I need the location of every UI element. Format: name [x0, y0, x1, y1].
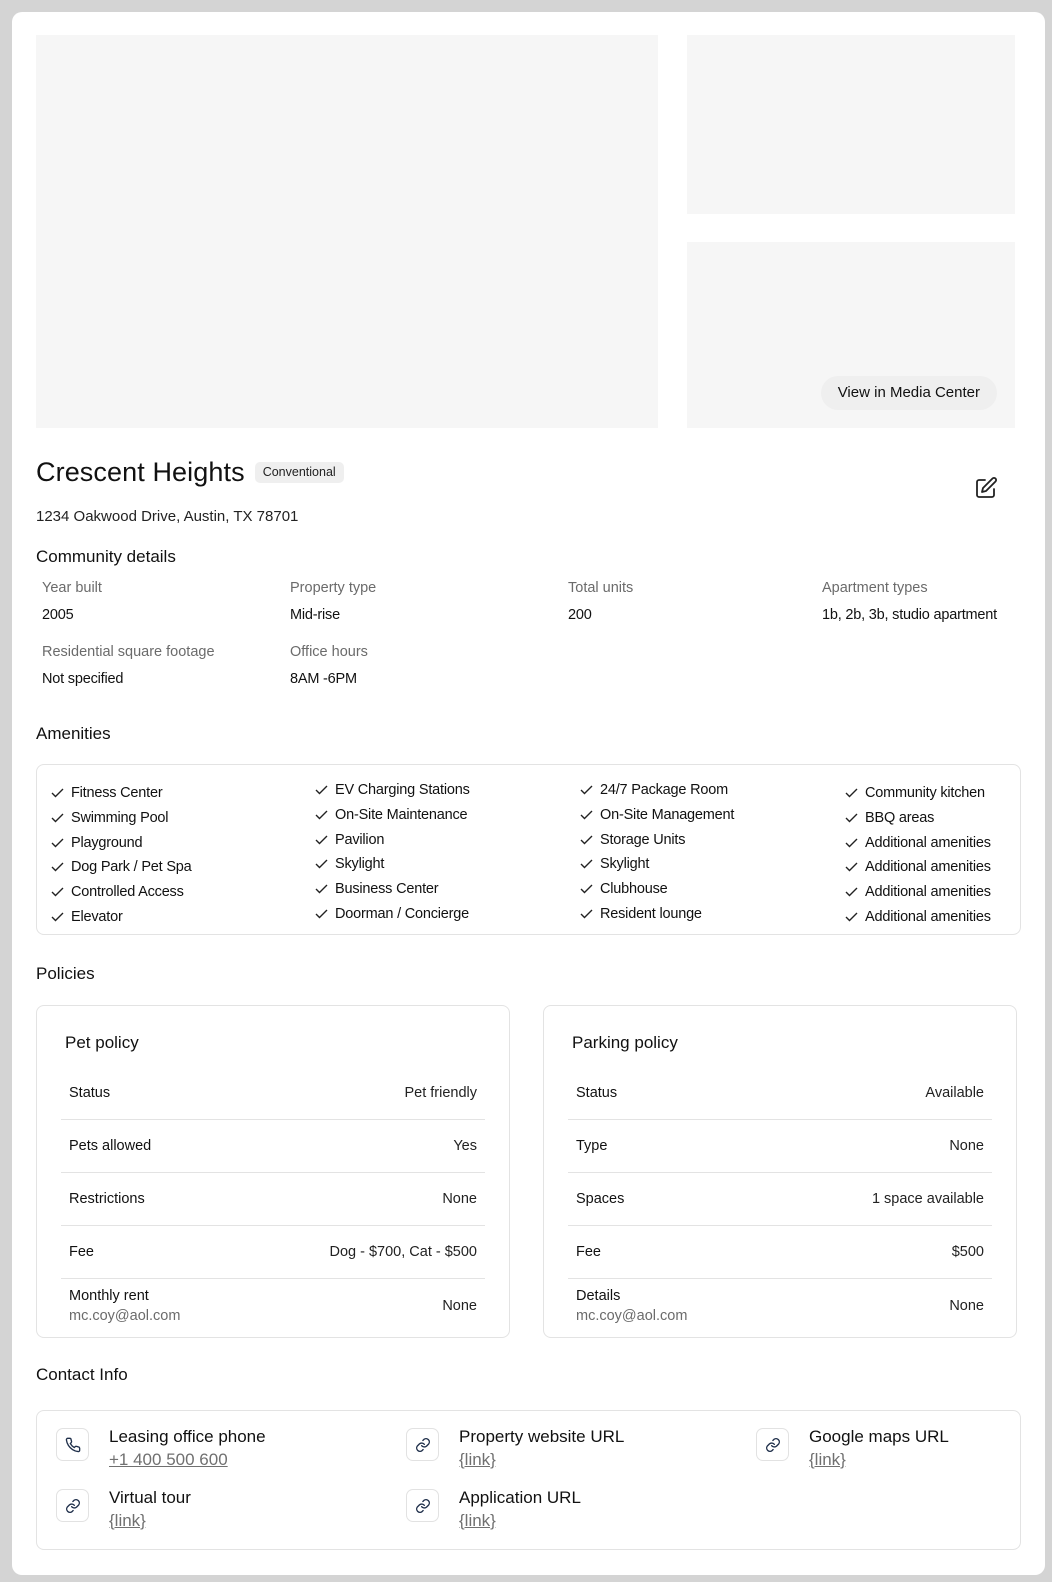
application-url-link[interactable]: {link}	[459, 1511, 496, 1530]
detail-value: 200	[568, 607, 592, 623]
amenities-column-3	[580, 778, 734, 926]
detail-label: Year built	[42, 580, 102, 596]
check-icon	[315, 810, 328, 820]
community-details-title: Community details	[36, 547, 176, 566]
google-maps-link[interactable]: {link}	[809, 1450, 846, 1469]
amenities-column-2	[315, 778, 470, 926]
check-icon	[51, 788, 64, 798]
contact-item-virtual-tour	[56, 1488, 191, 1531]
check-icon	[580, 884, 593, 894]
link-icon	[65, 1498, 81, 1514]
check-icon	[315, 785, 328, 795]
detail-value: 2005	[42, 607, 74, 623]
detail-square-footage	[42, 644, 215, 687]
detail-apartment-types	[822, 580, 997, 623]
tertiary-photo[interactable]	[687, 242, 1015, 428]
check-icon	[315, 835, 328, 845]
edit-button[interactable]	[972, 474, 1000, 502]
edit-icon	[974, 476, 998, 500]
amenity-item: Additional amenities	[845, 904, 991, 929]
amenity-item: BBQ areas	[845, 806, 991, 831]
detail-label: Apartment types	[822, 580, 928, 596]
detail-total-units	[568, 580, 633, 623]
policy-row: Fee $500	[568, 1226, 992, 1279]
amenity-item: Swimming Pool	[51, 806, 192, 831]
amenity-item: Clubhouse	[580, 877, 734, 902]
amenity-item: Controlled Access	[51, 880, 192, 905]
check-icon	[315, 884, 328, 894]
check-icon	[51, 813, 64, 823]
detail-value: 8AM -6PM	[290, 671, 357, 687]
property-card	[12, 12, 1045, 1575]
amenity-item: Fitness Center	[51, 781, 192, 806]
policy-row: Monthly rent mc.coy@aol.com None	[69, 1287, 477, 1324]
contact-title: Application URL	[459, 1488, 581, 1507]
policy-row: Spaces 1 space available	[568, 1173, 992, 1226]
check-icon	[845, 887, 858, 897]
amenity-item: On-Site Maintenance	[315, 803, 470, 828]
amenity-item: Additional amenities	[845, 830, 991, 855]
detail-year-built	[42, 580, 102, 623]
property-address: 1234 Oakwood Drive, Austin, TX 78701	[36, 508, 299, 525]
check-icon	[845, 813, 858, 823]
contact-title: Leasing office phone	[109, 1427, 266, 1446]
link-icon-box[interactable]	[406, 1428, 439, 1461]
pet-policy-card	[36, 1005, 510, 1338]
secondary-photo[interactable]	[687, 35, 1015, 214]
check-icon	[580, 909, 593, 919]
detail-value: Mid-rise	[290, 607, 340, 623]
amenity-item: Skylight	[315, 852, 470, 877]
policies-title: Policies	[36, 964, 95, 983]
policy-row: Pets allowed Yes	[61, 1120, 485, 1173]
amenity-item: Skylight	[580, 852, 734, 877]
property-badge: Conventional	[255, 462, 344, 483]
title-row	[36, 457, 344, 488]
detail-label: Office hours	[290, 644, 368, 660]
leasing-phone-link[interactable]: +1 400 500 600	[109, 1450, 228, 1469]
check-icon	[315, 909, 328, 919]
detail-label: Property type	[290, 580, 377, 596]
view-media-center-button[interactable]: View in Media Center	[821, 376, 997, 410]
policy-row: Fee Dog - $700, Cat - $500	[61, 1226, 485, 1279]
check-icon	[315, 859, 328, 869]
amenities-column-1	[51, 781, 192, 929]
policy-row: Status Available	[568, 1067, 992, 1120]
contact-title: Property website URL	[459, 1427, 625, 1446]
contact-title: Google maps URL	[809, 1427, 949, 1446]
amenities-title: Amenities	[36, 724, 111, 743]
amenity-item: On-Site Management	[580, 803, 734, 828]
amenity-item: Business Center	[315, 877, 470, 902]
link-icon	[415, 1498, 431, 1514]
check-icon	[51, 838, 64, 848]
check-icon	[51, 912, 64, 922]
detail-value: 1b, 2b, 3b, studio apartment	[822, 607, 997, 623]
amenity-item: Pavilion	[315, 827, 470, 852]
contact-box	[36, 1410, 1021, 1550]
contact-item-application-url	[406, 1488, 581, 1531]
check-icon	[580, 859, 593, 869]
check-icon	[845, 912, 858, 922]
amenities-column-4	[845, 781, 991, 929]
amenity-item: Playground	[51, 830, 192, 855]
phone-icon	[65, 1437, 81, 1453]
detail-property-type	[290, 580, 376, 623]
phone-icon-box[interactable]	[56, 1428, 89, 1461]
amenity-item: Elevator	[51, 904, 192, 929]
detail-label: Residential square footage	[42, 644, 215, 660]
amenities-box	[36, 764, 1021, 935]
contact-item-property-website	[406, 1427, 624, 1470]
virtual-tour-link[interactable]: {link}	[109, 1511, 146, 1530]
link-icon	[415, 1437, 431, 1453]
check-icon	[845, 838, 858, 848]
policy-row: Type None	[568, 1120, 992, 1173]
detail-office-hours	[290, 644, 368, 687]
detail-label: Total units	[568, 580, 634, 596]
amenity-item: Doorman / Concierge	[315, 901, 470, 926]
property-website-link[interactable]: {link}	[459, 1450, 496, 1469]
pet-policy-title: Pet policy	[65, 1033, 139, 1052]
check-icon	[580, 835, 593, 845]
link-icon	[765, 1437, 781, 1453]
amenity-item: Resident lounge	[580, 901, 734, 926]
amenity-item: Community kitchen	[845, 781, 991, 806]
policy-row: Status Pet friendly	[61, 1067, 485, 1120]
check-icon	[580, 810, 593, 820]
main-photo[interactable]	[36, 35, 658, 428]
policy-row: Restrictions None	[61, 1173, 485, 1226]
check-icon	[51, 887, 64, 897]
contact-info-title: Contact Info	[36, 1365, 128, 1384]
amenity-item: 24/7 Package Room	[580, 778, 734, 803]
contact-title: Virtual tour	[109, 1488, 191, 1507]
policy-row: Details mc.coy@aol.com None	[576, 1287, 984, 1324]
detail-value: Not specified	[42, 671, 124, 687]
check-icon	[51, 862, 64, 872]
contact-item-google-maps	[756, 1427, 949, 1470]
amenity-item: Additional amenities	[845, 880, 991, 905]
contact-item-leasing-phone	[56, 1427, 266, 1470]
check-icon	[845, 788, 858, 798]
link-icon-box[interactable]	[756, 1428, 789, 1461]
parking-policy-title: Parking policy	[572, 1033, 678, 1052]
amenity-item: Dog Park / Pet Spa	[51, 855, 192, 880]
link-icon-box[interactable]	[56, 1489, 89, 1522]
check-icon	[845, 862, 858, 872]
amenity-item: Storage Units	[580, 827, 734, 852]
property-name: Crescent Heights	[36, 457, 245, 487]
link-icon-box[interactable]	[406, 1489, 439, 1522]
amenity-item: Additional amenities	[845, 855, 991, 880]
parking-policy-card	[543, 1005, 1017, 1338]
amenity-item: EV Charging Stations	[315, 778, 470, 803]
check-icon	[580, 785, 593, 795]
